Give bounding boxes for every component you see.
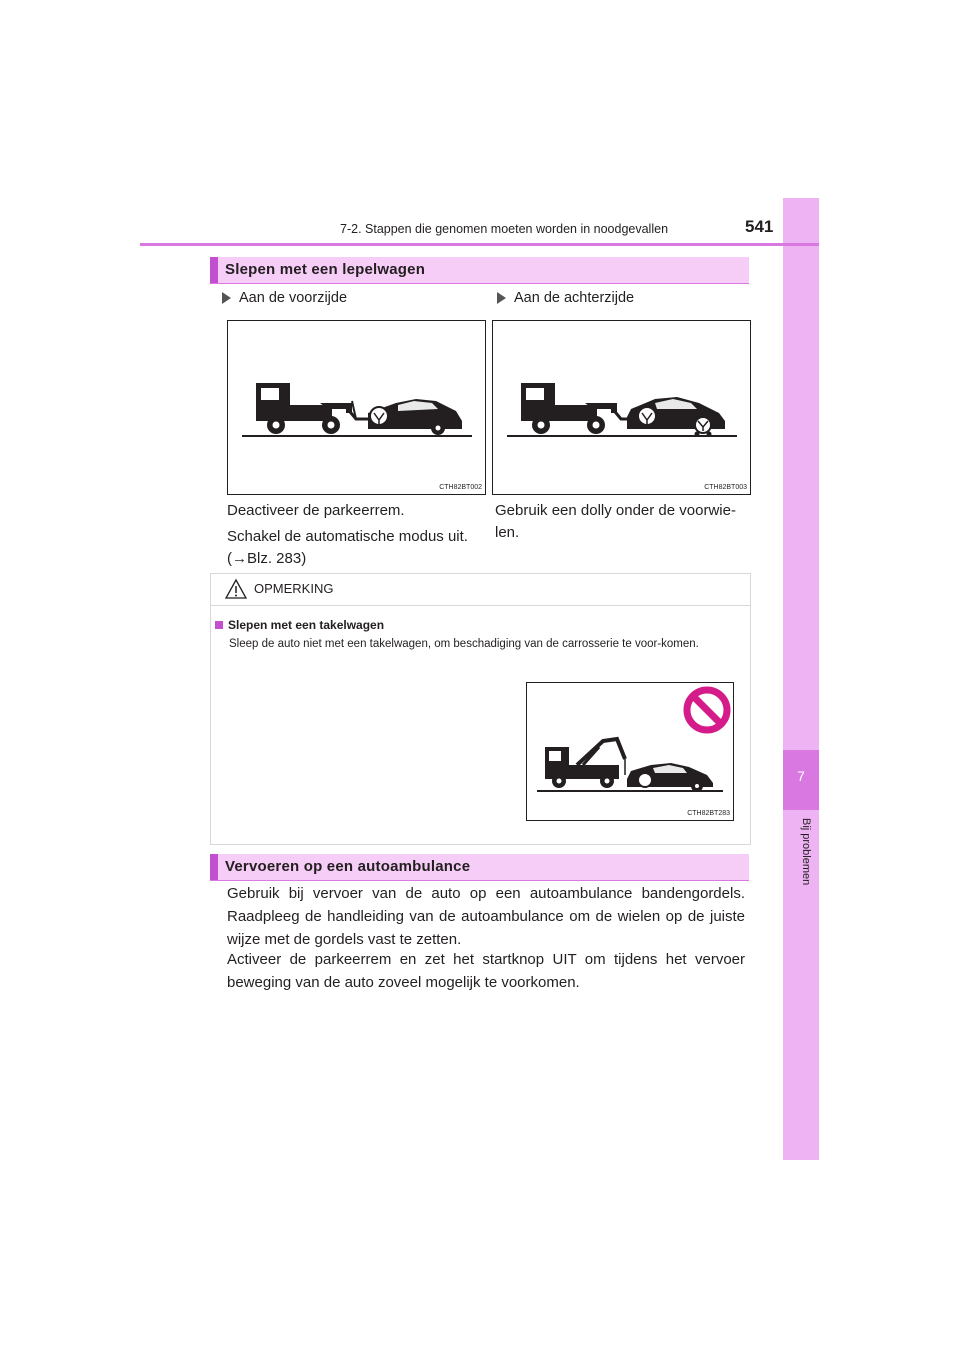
figure-code: CTH82BT003 xyxy=(704,484,747,491)
chapter-title: Bij problemen xyxy=(800,818,812,886)
figure-tow-front xyxy=(227,320,486,495)
header-rule xyxy=(140,243,819,246)
front-text-1: Deactiveer de parkeerrem. xyxy=(227,502,405,519)
rear-text-2: len. xyxy=(495,524,520,541)
chapter-number: 7 xyxy=(797,768,805,784)
figure-code: CTH82BT283 xyxy=(687,810,730,817)
section-heading-tow-truck xyxy=(210,257,749,284)
warning-triangle-icon xyxy=(224,578,248,600)
note-divider xyxy=(211,605,750,606)
section-heading-car-transporter xyxy=(210,854,749,881)
rear-label xyxy=(497,290,634,306)
triangle-bullet-icon xyxy=(497,292,506,304)
note-subheading-text: Slepen met een takelwagen xyxy=(228,618,385,632)
figure-code: CTH82BT002 xyxy=(439,484,482,491)
note-text: Sleep de auto niet met een takelwagen, om beschadiging van de carrosserie te voor-komen. xyxy=(229,638,699,650)
section-heading-bar xyxy=(210,257,218,283)
figure-tow-prohibited xyxy=(526,682,734,821)
section-path: 7-2. Stappen die genomen moeten worden in noodgevallen xyxy=(340,222,669,236)
tow-truck-front-illustration xyxy=(228,321,485,494)
front-text-2: Schakel de automatische modus uit. xyxy=(227,528,468,545)
tow-truck-prohibited-illustration xyxy=(527,683,733,820)
figure-tow-rear xyxy=(492,320,751,495)
rear-label-text: Aan de achterzijde xyxy=(514,290,635,306)
tow-truck-rear-illustration xyxy=(493,321,750,494)
transport-paragraph-2: Activeer de parkeerrem en zet het startknop UIT om tijdens het vervoer beweging van de auto zoveel mogelijk te voorkomen. xyxy=(227,951,745,991)
side-tab xyxy=(783,198,819,1160)
note-title: OPMERKING xyxy=(254,581,334,596)
note-subheading xyxy=(215,618,384,632)
triangle-bullet-icon xyxy=(222,292,231,304)
section-heading-text: Slepen met een lepelwagen xyxy=(225,261,426,278)
section-heading-text: Vervoeren op een autoambulance xyxy=(225,858,471,875)
square-bullet-icon xyxy=(215,621,223,629)
transport-paragraph-1: Gebruik bij vervoer van de auto op een autoambulance bandengordels. Raadpleeg de handleiding van de autoambulance om de wielen op de juiste wijze met de gordels vast te zetten. xyxy=(227,885,745,948)
page-number: 541 xyxy=(745,217,774,236)
section-heading-bar xyxy=(210,854,218,880)
front-label-text: Aan de voorzijde xyxy=(239,290,348,306)
front-text-3: (→Blz. 283) xyxy=(227,550,307,567)
rear-text-1: Gebruik een dolly onder de voorwie- xyxy=(495,502,736,519)
front-label xyxy=(222,290,347,306)
